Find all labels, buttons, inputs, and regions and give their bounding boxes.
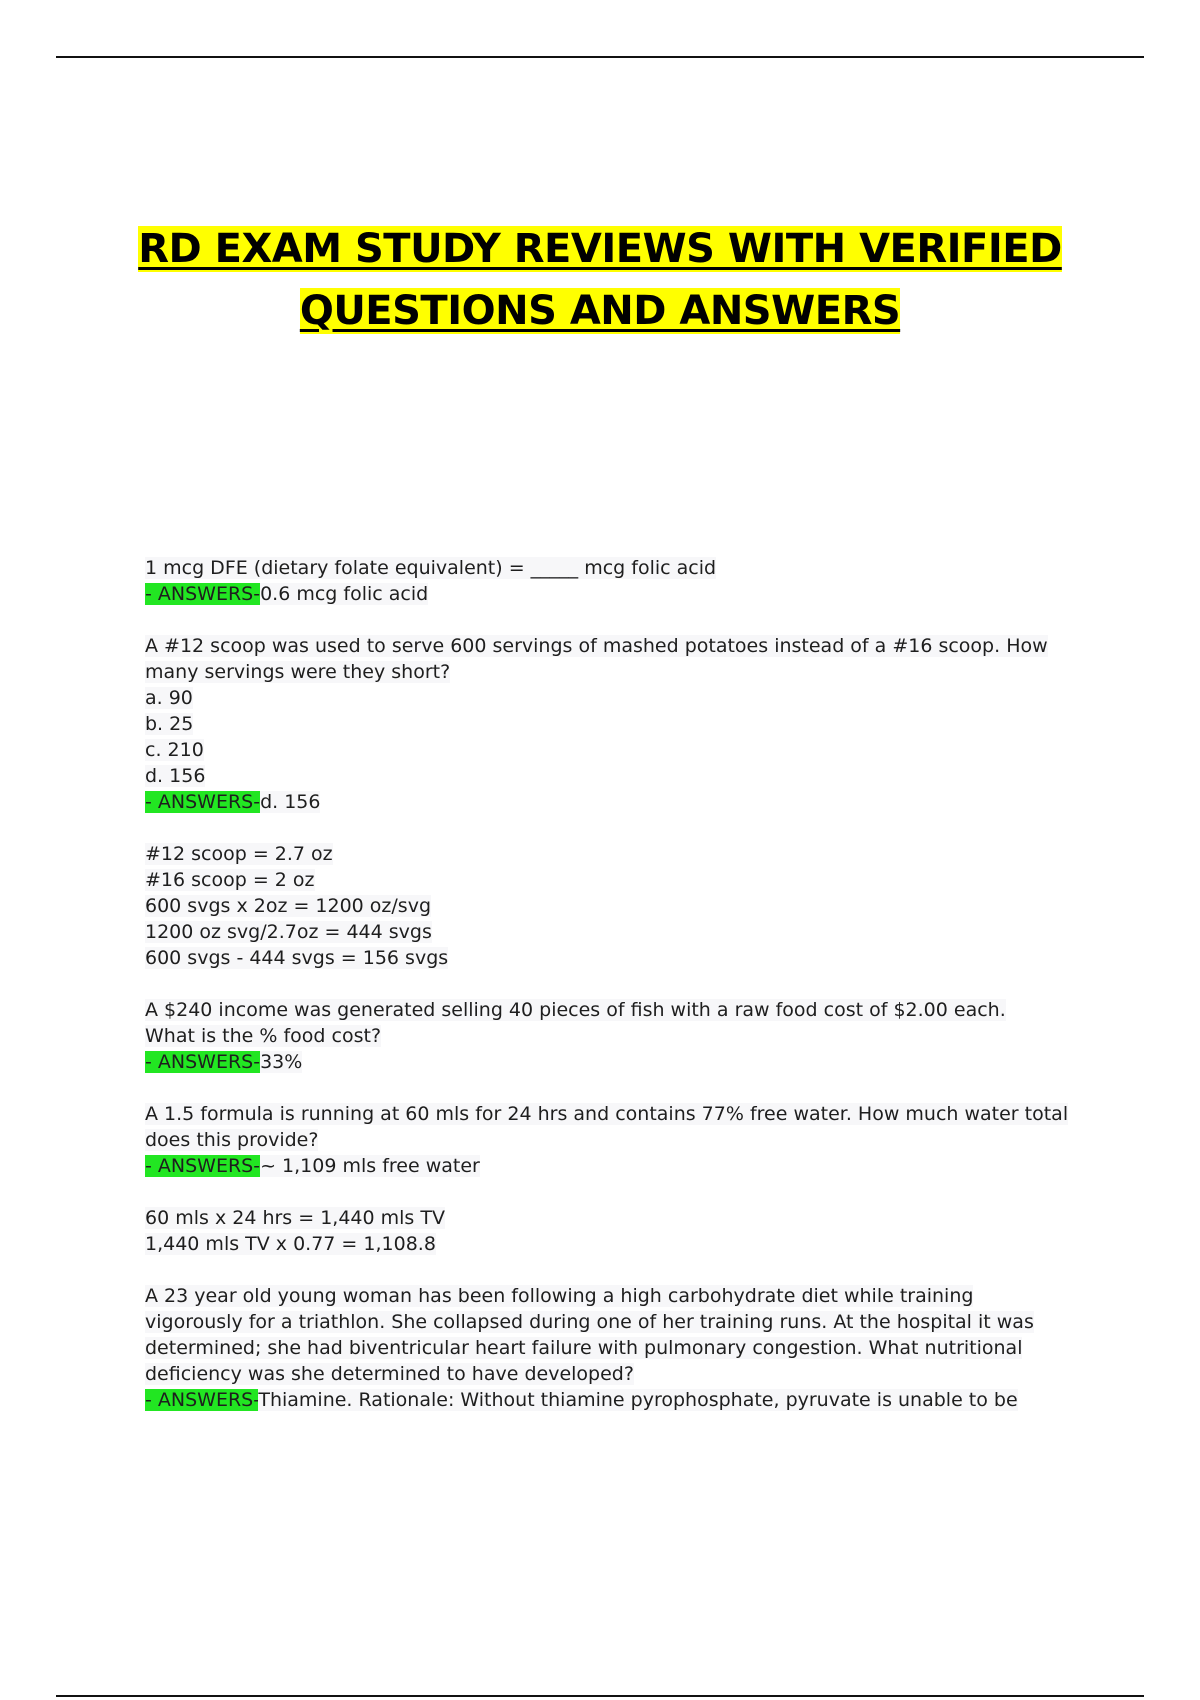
question-text: deficiency was she determined to have developed?: [145, 1363, 634, 1385]
question-block: [145, 1101, 1085, 1179]
question-line: [145, 1283, 1085, 1309]
qa-content: [145, 555, 1085, 1439]
question-text: What is the % food cost?: [145, 1025, 382, 1047]
calculation-line: [145, 1205, 1085, 1231]
calculation-line: [145, 893, 1085, 919]
question-line: [145, 633, 1085, 659]
question-line: [145, 659, 1085, 685]
question-text: b. 25: [145, 713, 194, 735]
question-text: c. 210: [145, 739, 204, 761]
question-text: determined; she had biventricular heart failure with pulmonary congestion. What nutritional: [145, 1337, 1023, 1359]
answer-line: [145, 1387, 1085, 1413]
answer-text: ~ 1,109 mls free water: [260, 1155, 480, 1177]
question-text: A #12 scoop was used to serve 600 servings of mashed potatoes instead of a #16 scoop. How: [145, 635, 1048, 657]
question-line: [145, 763, 1085, 789]
question-block: [145, 633, 1085, 815]
question-block: [145, 997, 1085, 1075]
answer-text: 0.6 mcg folic acid: [260, 583, 429, 605]
calculation-text: 600 svgs - 444 svgs = 156 svgs: [145, 947, 449, 969]
answer-label: - ANSWERS-: [145, 791, 261, 813]
top-rule: [56, 56, 1144, 58]
answer-label: - ANSWERS-: [145, 583, 261, 605]
calculation-block: [145, 1205, 1085, 1257]
answer-label: - ANSWERS-: [145, 1051, 261, 1073]
calculation-line: [145, 841, 1085, 867]
title-line-1: RD EXAM STUDY REVIEWS WITH VERIFIED: [138, 226, 1062, 272]
question-text: a. 90: [145, 687, 193, 709]
question-line: [145, 1101, 1085, 1127]
bottom-rule: [56, 1695, 1144, 1697]
answer-label: - ANSWERS-: [145, 1155, 261, 1177]
question-text: d. 156: [145, 765, 206, 787]
question-line: [145, 1309, 1085, 1335]
answer-label: - ANSWERS-: [145, 1389, 259, 1411]
calculation-text: #16 scoop = 2 oz: [145, 869, 315, 891]
question-line: [145, 1335, 1085, 1361]
answer-line: [145, 581, 1085, 607]
question-text: A 23 year old young woman has been following a high carbohydrate diet while training: [145, 1285, 974, 1307]
question-block: [145, 1283, 1085, 1413]
question-line: [145, 685, 1085, 711]
question-line: [145, 997, 1085, 1023]
question-text: A $240 income was generated selling 40 pieces of fish with a raw food cost of $2.00 each.: [145, 999, 1006, 1021]
question-text: many servings were they short?: [145, 661, 451, 683]
calculation-text: 600 svgs x 2oz = 1200 oz/svg: [145, 895, 432, 917]
calculation-block: [145, 841, 1085, 971]
calculation-line: [145, 1231, 1085, 1257]
answer-text: Thiamine. Rationale: Without thiamine pyrophosphate, pyruvate is unable to be: [258, 1389, 1018, 1411]
question-text: vigorously for a triathlon. She collapsed during one of her training runs. At the hospital it was: [145, 1311, 1034, 1333]
answer-text: 33%: [260, 1051, 303, 1073]
document-title: [0, 218, 1200, 342]
question-line: [145, 555, 1085, 581]
calculation-line: [145, 919, 1085, 945]
calculation-text: #12 scoop = 2.7 oz: [145, 843, 333, 865]
question-line: [145, 1361, 1085, 1387]
calculation-text: 60 mls x 24 hrs = 1,440 mls TV: [145, 1207, 445, 1229]
question-line: [145, 1127, 1085, 1153]
calculation-line: [145, 867, 1085, 893]
answer-line: [145, 1153, 1085, 1179]
question-text: A 1.5 formula is running at 60 mls for 24 hrs and contains 77% free water. How much water total: [145, 1103, 1069, 1125]
answer-line: [145, 789, 1085, 815]
answer-line: [145, 1049, 1085, 1075]
title-line-2: QUESTIONS AND ANSWERS: [299, 288, 901, 334]
calculation-text: 1,440 mls TV x 0.77 = 1,108.8: [145, 1233, 436, 1255]
calculation-text: 1200 oz svg/2.7oz = 444 svgs: [145, 921, 432, 943]
question-line: [145, 1023, 1085, 1049]
answer-text: d. 156: [260, 791, 321, 813]
calculation-line: [145, 945, 1085, 971]
question-line: [145, 711, 1085, 737]
question-text: 1 mcg DFE (dietary folate equivalent) = _____ mcg folic acid: [145, 557, 717, 579]
question-line: [145, 737, 1085, 763]
question-text: does this provide?: [145, 1129, 319, 1151]
question-block: [145, 555, 1085, 607]
